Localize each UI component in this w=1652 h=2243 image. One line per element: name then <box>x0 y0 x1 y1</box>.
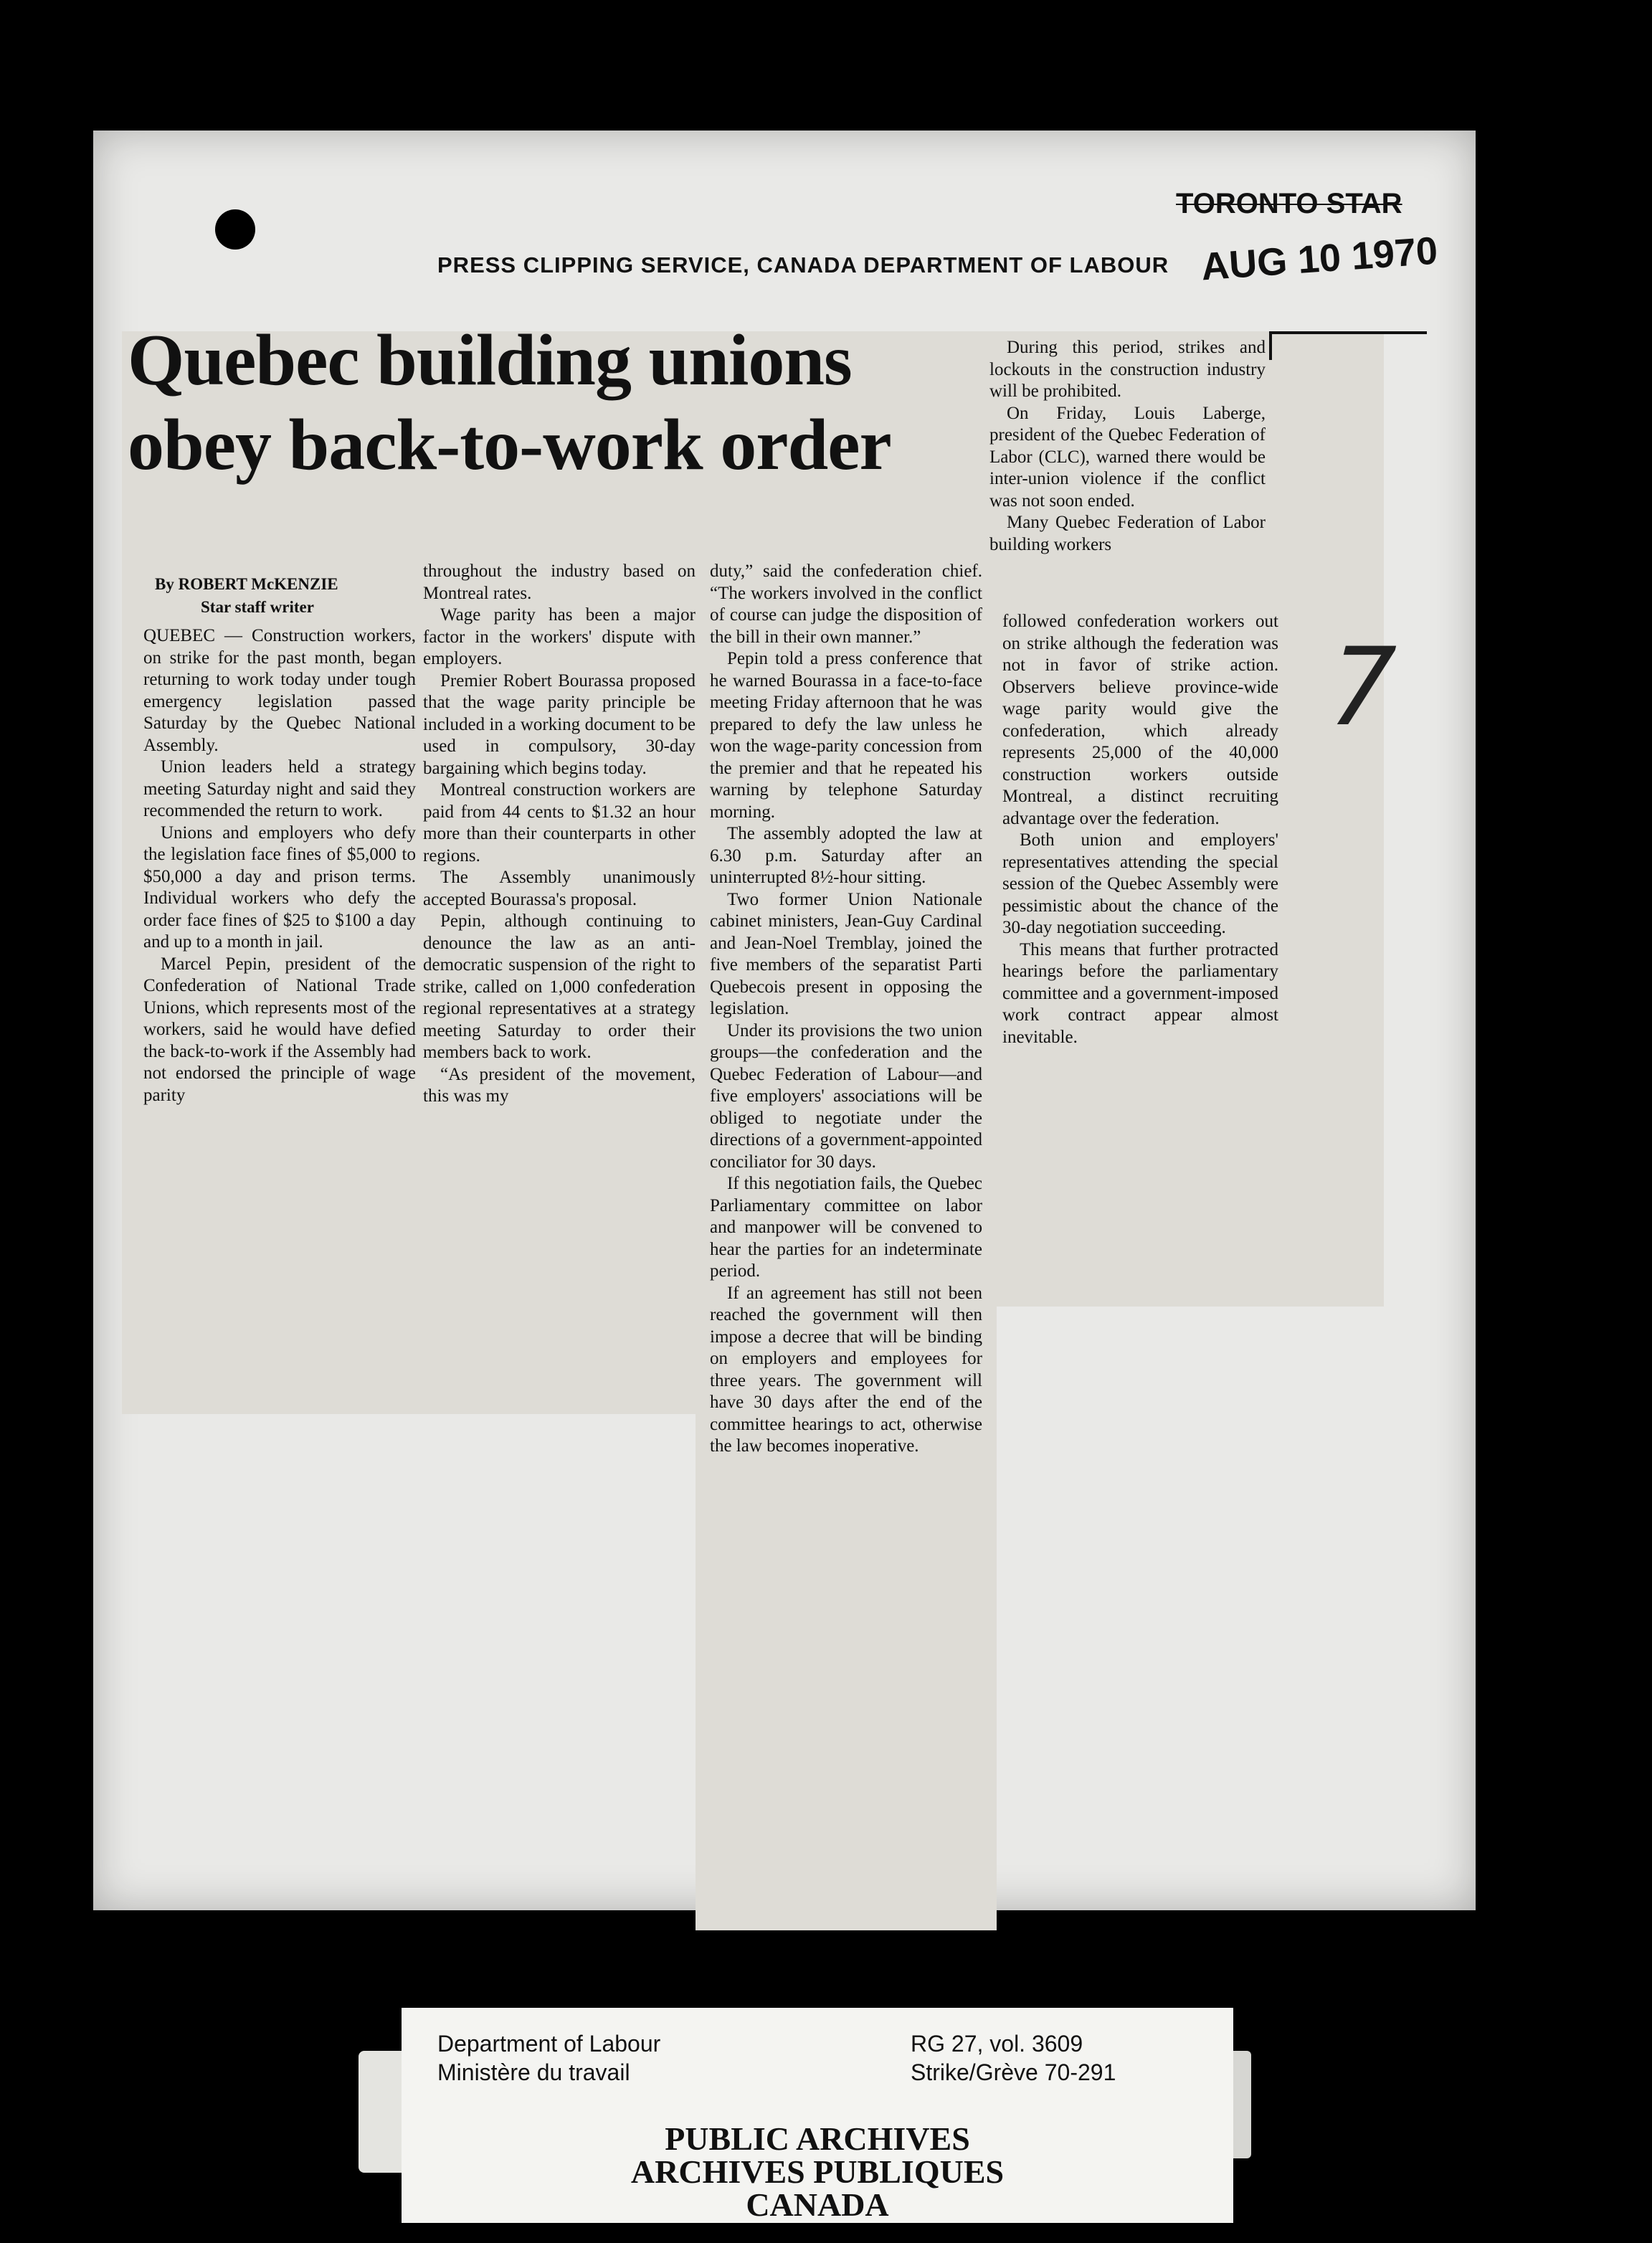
paragraph: Premier Robert Bourassa proposed that the wage parity principle be included in a working document to be used in compulsory, 30-day bargaining which begins today. <box>423 670 696 778</box>
clipping-sheet <box>93 131 1476 1910</box>
paragraph: Pepin told a press conference that he warned Bourassa in a face-to-face meeting Friday afternoon that he was prepared to defy the law unless he won the wage-parity concession from the premier and that he repeated his warning by telephone Saturday morning. <box>710 649 982 822</box>
archives-fr: ARCHIVES PUBLIQUES <box>630 2153 1005 2190</box>
strike-number: Strike/Grève 70-291 <box>911 2059 1116 2085</box>
paragraph: Both union and employers' representatives attending the special session of the Quebec Assembly were pessimistic about the chance of the 30-day negotiation succeeding. <box>1002 830 1278 937</box>
article-column-2 <box>423 561 696 1108</box>
date-stamp: AUG 10 1970 <box>1200 229 1439 289</box>
archive-reference <box>911 2029 1116 2087</box>
byline: By ROBERT McKENZIE <box>155 575 338 593</box>
paragraph: Many Quebec Federation of Labor building workers <box>989 513 1266 554</box>
punch-hole <box>215 209 255 250</box>
paragraph: QUEBEC — Construction workers, on strike for the past month, began returning to work today under tough emergency legislation passed Saturday by the Quebec National Assembly. <box>143 626 416 755</box>
department-en: Department of Labour <box>437 2031 661 2057</box>
byline-role: Star staff writer <box>201 598 314 616</box>
paragraph: The assembly adopted the law at 6.30 p.m. Saturday after an uninterrupted 8½-hour sitting. <box>710 824 982 887</box>
headline-line-1: Quebec building unions <box>128 320 852 401</box>
paragraph: If an agreement has still not been reached the government will then impose a decree that will be binding on employers and employees for three years. The government will have 30 days after the end of the committee hearings to act, otherwise the law becomes inoperative. <box>710 1283 982 1456</box>
archive-department <box>437 2029 660 2087</box>
paragraph: During this period, strikes and lockouts in the construction industry will be prohibited. <box>989 338 1266 401</box>
record-group: RG 27, vol. 3609 <box>911 2031 1083 2057</box>
paragraph: If this negotiation fails, the Quebec Parliamentary committee on labor and manpower will be convened to hear the parties for an indeterminate period. <box>710 1174 982 1281</box>
clipping-rule <box>1269 331 1427 334</box>
headline-line-2: obey back-to-work order <box>128 404 891 485</box>
archives-en: PUBLIC ARCHIVES <box>665 2120 970 2157</box>
paragraph: Marcel Pepin, president of the Confederation of National Trade Unions, which represents most of the workers, said he would have defied the back-to-work if the Assembly had not endorsed the principle of wage parity <box>143 954 416 1105</box>
article-column-4a <box>989 337 1266 556</box>
paragraph: Union leaders held a strategy meeting Saturday night and said they recommended the return to work. <box>143 757 416 820</box>
article-headline <box>128 318 952 488</box>
archive-label <box>402 2008 1233 2223</box>
archives-country: CANADA <box>746 2186 889 2223</box>
paragraph: On Friday, Louis Laberge, president of the Quebec Federation of Labor (CLC), warned there would be inter-union violence if the conflict was not soon ended. <box>989 403 1266 511</box>
paragraph: Montreal construction workers are paid from 44 cents to $1.32 an hour more than their counterparts in other regions. <box>423 780 696 866</box>
department-fr: Ministère du travail <box>437 2059 630 2085</box>
article-column-4b <box>1002 611 1278 1048</box>
handwritten-number: 7 <box>1311 625 1411 750</box>
newspaper-name-stamp: TORONTO STAR <box>1176 188 1402 219</box>
paragraph: This means that further protracted hearings before the parliamentary committee and a government-imposed work contract appear almost inevitable. <box>1002 939 1278 1047</box>
paragraph: Under its provisions the two union groups—the confederation and the Quebec Federation of Labour—and five employers' associations will be obliged to negotiate under the directions of a government-appointed conciliator for 30 days. <box>710 1020 982 1172</box>
paragraph: followed confederation workers out on strike although the federation was not in favor of strike action. Observers believe province-wide wage parity would give the confederation, which already represents 25,000 of the 40,000 construction workers outside Montreal, a distinct recruiting advantage over the federation. <box>1002 612 1278 828</box>
article-column-3 <box>710 561 982 1458</box>
paragraph: throughout the industry based on Montreal rates. <box>423 561 696 603</box>
paragraph: Wage parity has been a major factor in the workers' dispute with employers. <box>423 605 696 668</box>
paragraph: Two former Union Nationale cabinet ministers, Jean-Guy Cardinal and Jean-Noel Tremblay, joined the five members of the separatist Parti Quebecois present in opposing the legislation. <box>710 889 982 1018</box>
archives-name <box>402 2120 1233 2223</box>
clipping-rule <box>1269 331 1272 360</box>
paragraph: Unions and employers who defy the legislation face fines of $5,000 to $50,000 a day and prison terms. Individual workers who defy the order face fines of $25 to $100 a day and up to a month in jail. <box>143 822 416 952</box>
paragraph: duty,” said the confederation chief. “The workers involved in the conflict of course can judge the disposition of the bill in their own manner.” <box>710 561 982 647</box>
paragraph: “As president of the movement, this was my <box>423 1064 696 1106</box>
press-clipping-header: PRESS CLIPPING SERVICE, CANADA DEPARTMENT OF LABOUR <box>437 252 1169 278</box>
paragraph: The Assembly unanimously accepted Bourassa's proposal. <box>423 868 696 909</box>
paragraph: Pepin, although continuing to denounce the law as an anti-democratic suspension of the right to strike, called on 1,000 confederation regional representatives at a strategy meeting Saturday to order their members back to work. <box>423 911 696 1062</box>
article-column-1 <box>143 625 416 1106</box>
